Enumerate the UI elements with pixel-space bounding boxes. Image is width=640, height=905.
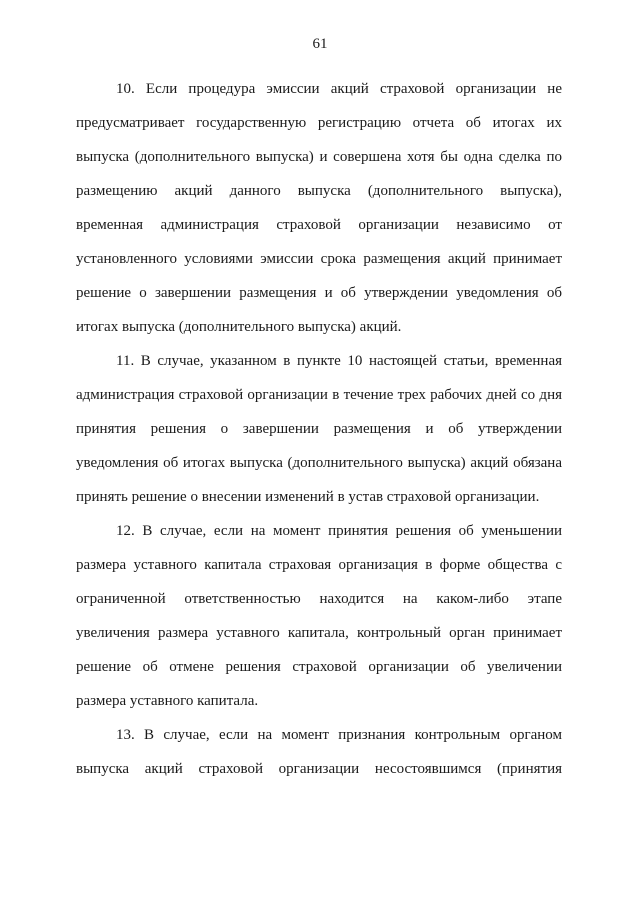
text-line: выпуска акций страховой организации несостоявшимся (принятия [76, 761, 562, 777]
text-line: принятия решения о завершении размещения и об утверждении [76, 421, 562, 437]
paragraph-12 [76, 514, 562, 718]
text-line: администрация страховой организации в течение трех рабочих дней со дня [76, 387, 562, 403]
text-line: увеличения размера уставного капитала, контрольный орган принимает [76, 625, 562, 641]
text-line: размещению акций данного выпуска (дополнительного выпуска), [76, 183, 562, 199]
text-line: уведомления об итогах выпуска (дополнительного выпуска) акций обязана [76, 455, 562, 471]
text-line: установленного условиями эмиссии срока размещения акций принимает [76, 251, 562, 267]
text-line: размера уставного капитала страховая организация в форме общества с [76, 557, 562, 573]
text-line: решение о завершении размещения и об утверждении уведомления об [76, 285, 562, 301]
text-line: выпуска (дополнительного выпуска) и совершена хотя бы одна сделка по [76, 149, 562, 165]
text-line: решение об отмене решения страховой организации об увеличении [76, 659, 562, 675]
text-line: 13. В случае, если на момент признания контрольным органом [116, 727, 562, 743]
text-line: ограниченной ответственностью находится на каком-либо этапе [76, 591, 562, 607]
text-line: принять решение о внесении изменений в устав страховой организации. [76, 489, 540, 505]
text-line: 10. Если процедура эмиссии акций страховой организации не [116, 81, 562, 97]
paragraph-11 [76, 344, 562, 514]
page-number: 61 [312, 36, 328, 52]
text-line: 12. В случае, если на момент принятия решения об уменьшении [116, 523, 562, 539]
document-body [76, 72, 562, 786]
paragraph-13 [76, 718, 562, 786]
text-line: 11. В случае, указанном в пункте 10 настоящей статьи, временная [116, 353, 562, 369]
paragraph-10 [76, 72, 562, 344]
text-line: итогах выпуска (дополнительного выпуска) акций. [76, 319, 402, 335]
text-line: временная администрация страховой организации независимо от [76, 217, 562, 233]
text-line: предусматривает государственную регистрацию отчета об итогах их [76, 115, 562, 131]
text-line: размера уставного капитала. [76, 693, 259, 709]
